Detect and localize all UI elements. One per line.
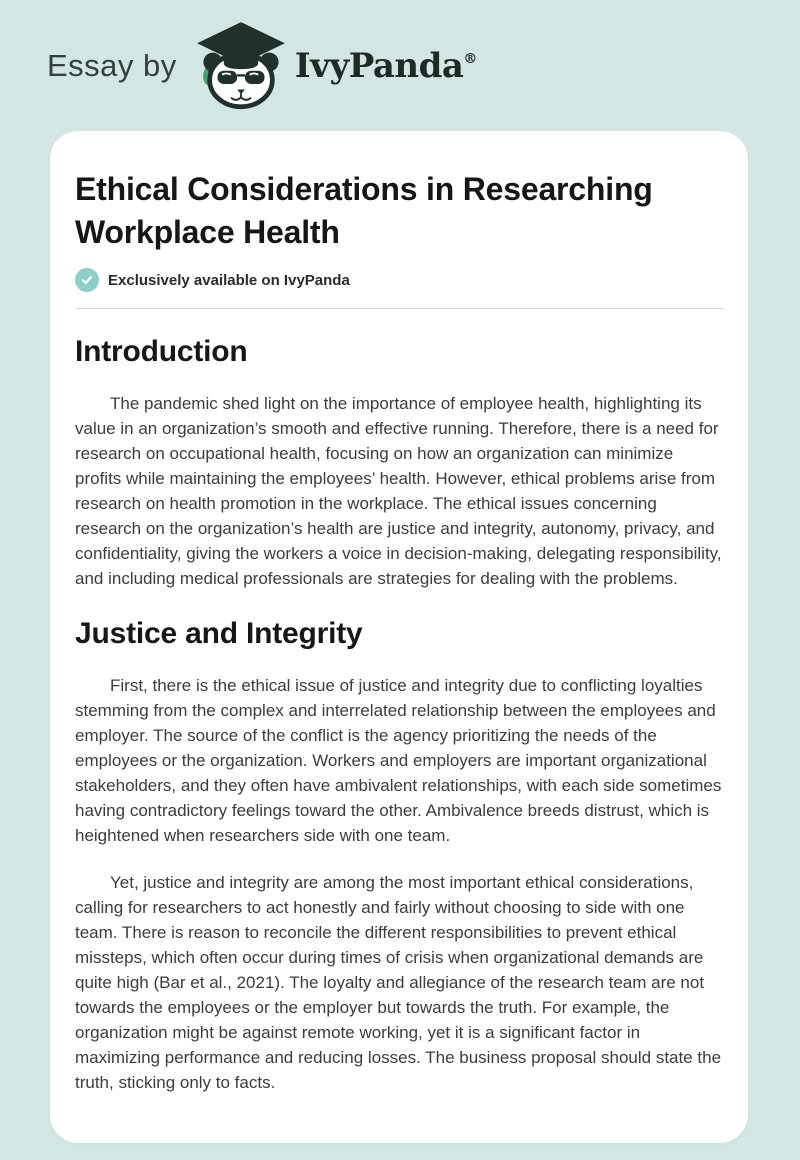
paragraph: Yet, justice and integrity are among the most important ethical considerations, calling for researchers to act honestly and fairly without choosing to side with one team. There is reason to reconcile the different responsibilities to prevent ethical missteps, which often occur during times of crisis when organizational demands are quite high (Bar et al., 2021). The loyalty and allegiance of the research team are not towards the employees or the employer but towards the truth. For example, the organization might be against remote working, yet it is a significant factor in maximizing performance and reducing losses. The business proposal should state the truth, sticking only to facts.: [75, 873, 722, 1092]
brand-name: IvyPanda: [294, 45, 464, 86]
paragraph: The pandemic shed light on the importance of employee health, highlighting its value in an organization’s smooth and effective running. Therefore, there is a need for research on occupational health, focusing on how an organization can minimize profits while maintaining the employees’ health. However, ethical problems arise from research on health promotion in the workplace. The ethical issues concerning research on the organization’s health are justice and integrity, autonomy, privacy, and confidentiality, giving the workers a voice in decision-making, delegating responsibility, and including medical professionals are strategies for dealing with the problems.: [75, 394, 722, 588]
page-header: [0, 0, 800, 131]
essay-by-label: Essay by: [47, 47, 177, 83]
checkmark-icon: [75, 268, 99, 292]
exclusive-badge-label: Exclusively available on IvyPanda: [108, 271, 350, 289]
brand-wordmark: [295, 46, 477, 86]
registered-trademark-symbol: ®: [463, 50, 477, 67]
exclusive-badge: [75, 268, 723, 292]
ivypanda-panda-logo-icon: [193, 18, 289, 114]
essay-card: [50, 131, 748, 1143]
section-heading-justice-and-integrity: Justice and Integrity: [75, 617, 363, 650]
divider: [75, 308, 723, 309]
paragraph: First, there is the ethical issue of justice and integrity due to conflicting loyalties stemming from the complex and interrelated relationship between the employees and employer. The source of the conflict is the agency prioritizing the needs of the employees or the organization. Workers and employers are important organizational stakeholders, and they often have ambivalent relationships, with each side sometimes having contradictory feelings toward the other. Ambivalence breeds distrust, which is heightened when researchers side with one team.: [75, 676, 722, 845]
section-heading-introduction: Introduction: [75, 335, 248, 368]
essay-title: Ethical Considerations in Researching Workplace Health: [75, 171, 653, 250]
